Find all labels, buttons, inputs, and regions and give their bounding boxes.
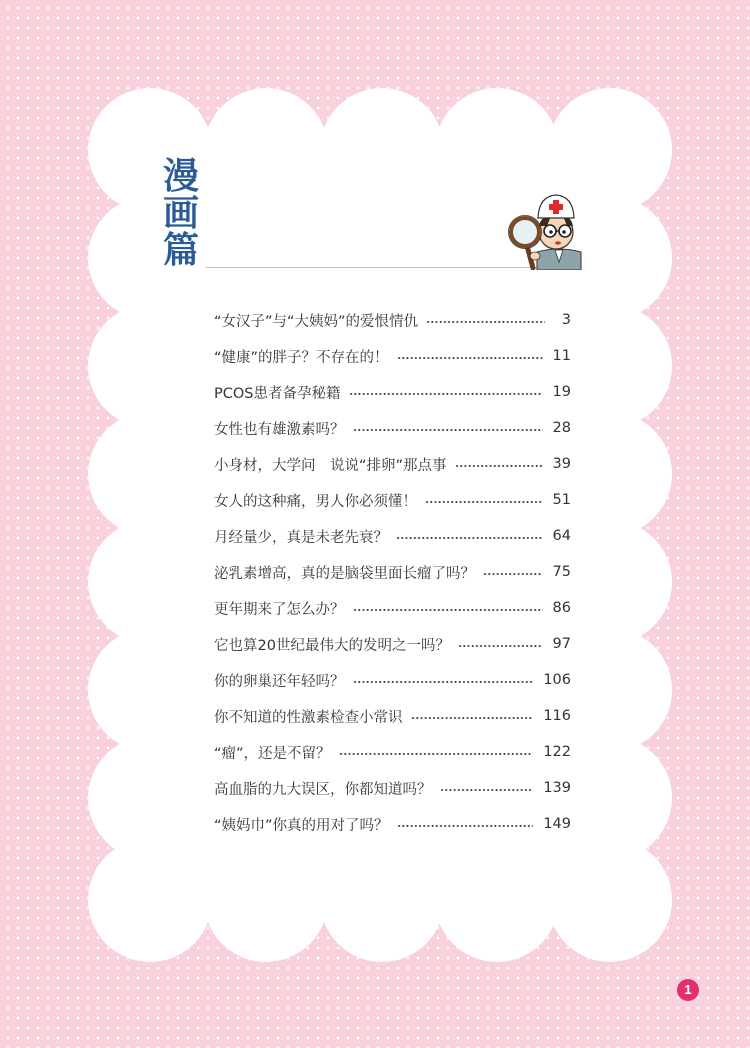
toc-entry-page: 116 [543,708,571,724]
toc-entry[interactable] [214,806,571,842]
toc-entry[interactable] [214,626,571,662]
dot-leader [455,464,543,468]
toc-entry[interactable] [214,698,571,734]
toc-entry[interactable] [214,590,571,626]
page-number-badge: 1 [677,979,699,1001]
toc-entry[interactable] [214,374,571,410]
doctor-magnifier-illustration [503,192,583,270]
table-of-contents [214,302,571,842]
toc-entry-title: 它也算20世纪最伟大的发明之一吗？ [214,637,450,654]
toc-entry[interactable] [214,410,571,446]
toc-entry[interactable] [214,734,571,770]
toc-entry-title: 女人的这种痛，男人你必须懂！ [214,493,417,510]
toc-entry[interactable] [214,662,571,698]
toc-entry[interactable] [214,338,571,374]
toc-entry-title: “姨妈巾”你真的用对了吗？ [214,817,389,834]
dot-leader [483,572,543,576]
dot-leader [396,536,543,540]
dot-leader [397,356,543,360]
toc-entry-page: 149 [543,816,571,832]
section-title: 漫画篇 [162,155,199,271]
dot-leader [339,752,534,756]
toc-entry[interactable] [214,446,571,482]
dot-leader [349,392,543,396]
toc-entry[interactable] [214,770,571,806]
toc-entry-title: 高血脂的九大误区，你都知道吗？ [214,781,432,798]
magnifier-icon [511,218,539,246]
toc-entry-page: 106 [543,672,571,688]
toc-entry[interactable] [214,482,571,518]
toc-entry-page: 3 [561,312,571,328]
toc-entry-title: 你不知道的性激素检查小常识 [214,709,403,726]
toc-entry-title: 女性也有雄激素吗？ [214,421,345,438]
dot-leader [397,824,534,828]
dot-leader [353,608,543,612]
toc-entry-title: “瘤”，还是不留？ [214,745,331,762]
toc-entry-page: 51 [552,492,571,508]
toc-entry-title: 更年期来了怎么办？ [214,601,345,618]
dot-leader [353,680,534,684]
toc-entry-title: 小身材，大学问 说说“排卵”那点事 [214,457,447,474]
toc-entry-page: 64 [552,528,571,544]
toc-entry-title: 泌乳素增高，真的是脑袋里面长瘤了吗？ [214,565,475,582]
toc-entry-title: “健康”的胖子？不存在的！ [214,349,389,366]
dot-leader [440,788,534,792]
dot-leader [353,428,543,432]
toc-entry-page: 28 [552,420,571,436]
toc-entry-title: “女汉子”与“大姨妈”的爱恨情仇 [214,313,419,330]
toc-entry-page: 86 [552,600,571,616]
toc-entry-title: 月经量少，真是未老先衰？ [214,529,388,546]
dot-leader [458,644,543,648]
toc-entry[interactable] [214,518,571,554]
toc-entry-page: 11 [552,348,571,364]
toc-entry-page: 39 [552,456,571,472]
toc-entry-page: 75 [552,564,571,580]
toc-entry-title: 你的卵巢还年轻吗？ [214,673,345,690]
dot-leader [426,320,545,324]
toc-entry[interactable] [214,554,571,590]
toc-entry-page: 19 [552,384,571,400]
toc-entry-title: PCOS患者备孕秘籍 [214,385,341,402]
toc-entry-page: 139 [543,780,571,796]
toc-entry-page: 122 [543,744,571,760]
dot-leader [411,716,534,720]
toc-entry[interactable] [214,302,571,338]
toc-entry-page: 97 [552,636,571,652]
dot-leader [425,500,543,504]
